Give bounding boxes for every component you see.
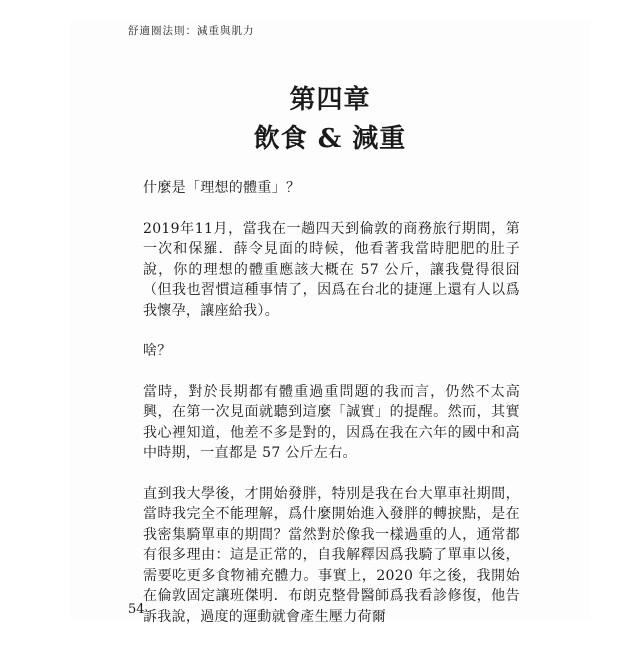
paragraph-exclamation: 啥？ — [143, 343, 172, 359]
paragraph-university: 直到我大學後，才開始發胖，特別是我在台大單車社期間，當時我完全不能理解，爲什麼開始進入發胖的轉捩點，是在我密集騎單車的期間？當然對於像我一樣過重的人，通常都有很多理由：這是正常的，自我解釋因爲我騎了單車以後，需要吃更多食物補充體力。事實上，2020 年之後，我開始在倫敦固定讓班傑明．布朗克整骨醫師爲我看診修復，他告訴我說，過度的運動就會產生壓力荷爾 — [143, 485, 520, 625]
paragraph-london-meeting: 2019年11月，當我在一趟四天到倫敦的商務旅行期間，第一次和保羅．薛令見面的時候，他看著我當時肥肥的肚子說，你的理想的體重應該大概在 57 公斤，讓我覺得很囧（但我也習慣這種事情了，因爲在台北的捷運上還有人以爲我懷孕，讓座給我）。 — [143, 220, 520, 319]
book-page — [70, 20, 590, 625]
body-text — [143, 178, 520, 647]
page-number: 54 — [128, 602, 145, 617]
chapter-title: 飲食 & 減重 — [253, 124, 407, 154]
paragraph-reaction: 當時，對於長期都有體重過重問題的我而言，仍然不太高興，在第一次見面就聽到這麼「誠實」的提醒。然而，其實我心裡知道，他差不多是對的，因爲在我在六年的國中和高中時期，一直都是 57 公斤左右。 — [143, 383, 520, 461]
chapter-number: 第四章 — [289, 85, 371, 115]
paragraph-question: 什麼是「理想的體重」？ — [143, 180, 301, 196]
running-header: 舒適圈法則：減重與肌力 — [128, 25, 255, 37]
